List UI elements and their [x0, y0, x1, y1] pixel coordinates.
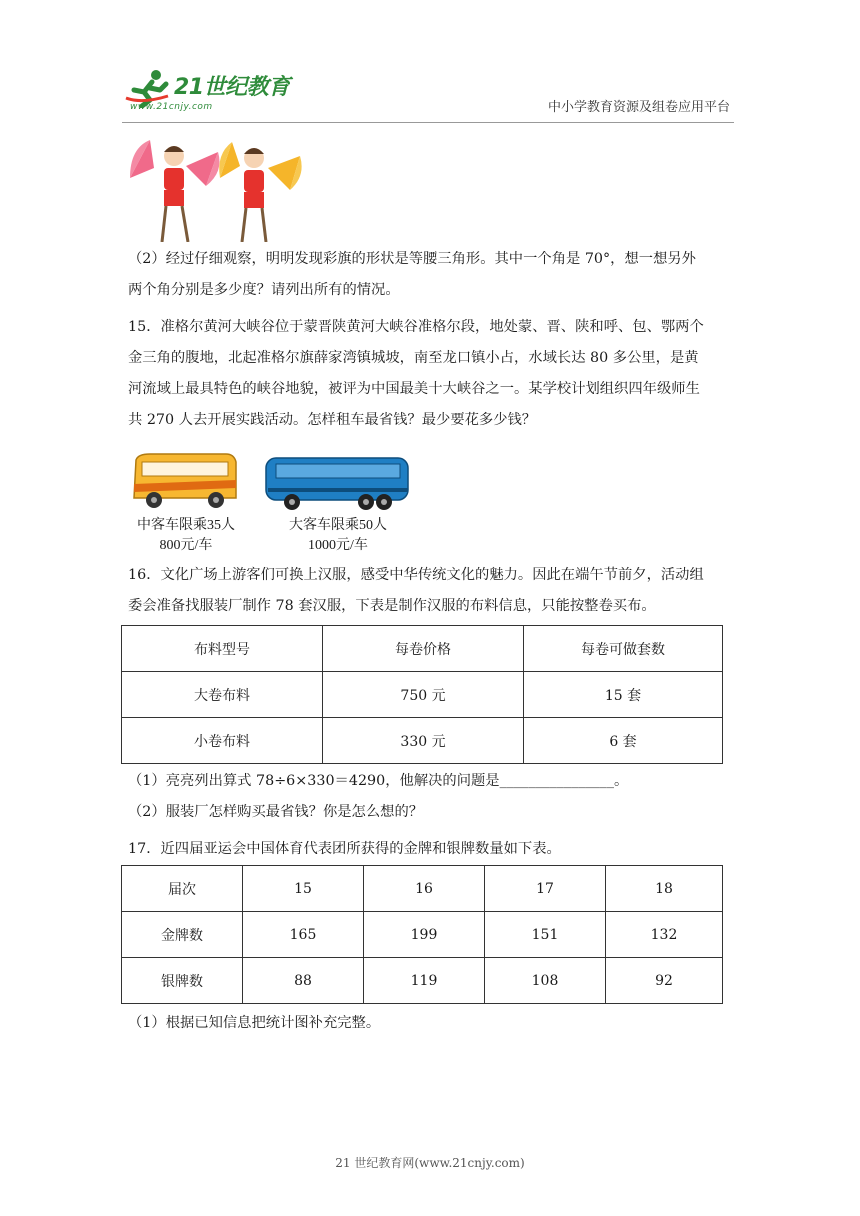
table-header-cell: 每卷价格 [323, 626, 524, 672]
medium-bus-caption [126, 516, 246, 556]
table-row [122, 866, 723, 912]
table-row [122, 912, 723, 958]
logo-url: www.21cnjy.com [130, 102, 213, 112]
table-row [122, 718, 723, 764]
q17-line-1: 17．近四届亚运会中国体育代表团所获得的金牌和银牌数量如下表。 [128, 841, 561, 857]
table-cell: 15 [243, 866, 364, 912]
large-bus-caption [278, 516, 398, 556]
question-15 [128, 312, 736, 436]
table-header-cell: 布料型号 [122, 626, 323, 672]
q16-line-1: 16．文化广场上游客们可换上汉服，感受中华传统文化的魅力。因此在端午节前夕，活动组 [128, 567, 704, 583]
medal-table [121, 865, 723, 1004]
header-divider [122, 122, 734, 123]
table-cell: 92 [606, 958, 723, 1004]
q16-part-2: （2）服装厂怎样购买最省钱？你是怎么想的？ [128, 804, 424, 820]
medium-bus-icon [130, 450, 240, 512]
q17-part-1: （1）根据已知信息把统计图补充完整。 [128, 1015, 381, 1031]
question-17 [128, 834, 736, 865]
table-cell: 119 [364, 958, 485, 1004]
large-bus-price: 1000元/车 [308, 538, 368, 553]
table-cell: 届次 [122, 866, 243, 912]
table-cell: 199 [364, 912, 485, 958]
q15-line-1: 15．准格尔黄河大峡谷位于蒙晋陕黄河大峡谷准格尔段，地处蒙、晋、陕和呼、包、鄂两个 [128, 319, 704, 335]
q15-line-4: 共 270 人去开展实践活动。怎样租车最省钱？最少要花多少钱？ [128, 412, 537, 428]
table-cell: 17 [485, 866, 606, 912]
table-header-row [122, 626, 723, 672]
platform-title: 中小学教育资源及组卷应用平台 [547, 100, 730, 115]
table-cell: 15 套 [524, 672, 723, 718]
q14-line-2: 两个角分别是多少度？请列出所有的情况。 [128, 282, 400, 298]
table-header-cell: 每卷可做套数 [524, 626, 723, 672]
table-cell: 108 [485, 958, 606, 1004]
large-bus-capacity: 大客车限乘50人 [289, 518, 387, 533]
q16-part-1: （1）亮亮列出算式 78÷6×330＝4290，他解决的问题是________________。 [128, 773, 629, 789]
table-cell: 750 元 [323, 672, 524, 718]
question-14-part-2 [128, 244, 736, 306]
question-16 [128, 560, 736, 622]
table-cell: 6 套 [524, 718, 723, 764]
stilt-dancers-illustration [128, 138, 304, 242]
q16-line-2: 委会准备找服装厂制作 78 套汉服，下表是制作汉服的布料信息，只能按整卷买布。 [128, 598, 656, 614]
table-cell: 16 [364, 866, 485, 912]
question-17-part-1 [128, 1008, 736, 1039]
medium-bus-capacity: 中客车限乘35人 [137, 518, 235, 533]
table-cell: 132 [606, 912, 723, 958]
site-logo [122, 68, 292, 118]
table-cell: 165 [243, 912, 364, 958]
table-cell: 151 [485, 912, 606, 958]
fabric-table [121, 625, 723, 764]
medium-bus-price: 800元/车 [159, 538, 213, 553]
table-cell: 18 [606, 866, 723, 912]
table-cell: 330 元 [323, 718, 524, 764]
logo-text: 21世纪教育 [174, 75, 290, 100]
question-16-parts [128, 766, 736, 828]
q15-line-3: 河流域上最具特色的峡谷地貌，被评为中国最美十大峡谷之一。某学校计划组织四年级师生 [128, 381, 700, 397]
table-row [122, 958, 723, 1004]
table-cell: 大卷布料 [122, 672, 323, 718]
q15-line-2: 金三角的腹地，北起准格尔旗薛家湾镇城坡，南至龙口镇小占，水域长达 80 多公里，是黄 [128, 350, 699, 366]
q14-line-1: （2）经过仔细观察，明明发现彩旗的形状是等腰三角形。其中一个角是 70°，想一想另外 [128, 251, 696, 267]
table-cell: 88 [243, 958, 364, 1004]
table-cell: 金牌数 [122, 912, 243, 958]
table-cell: 银牌数 [122, 958, 243, 1004]
page-footer: 21 世纪教育网(www.21cnjy.com) [335, 1156, 525, 1170]
table-cell: 小卷布料 [122, 718, 323, 764]
table-row [122, 672, 723, 718]
large-bus-icon [262, 454, 412, 514]
